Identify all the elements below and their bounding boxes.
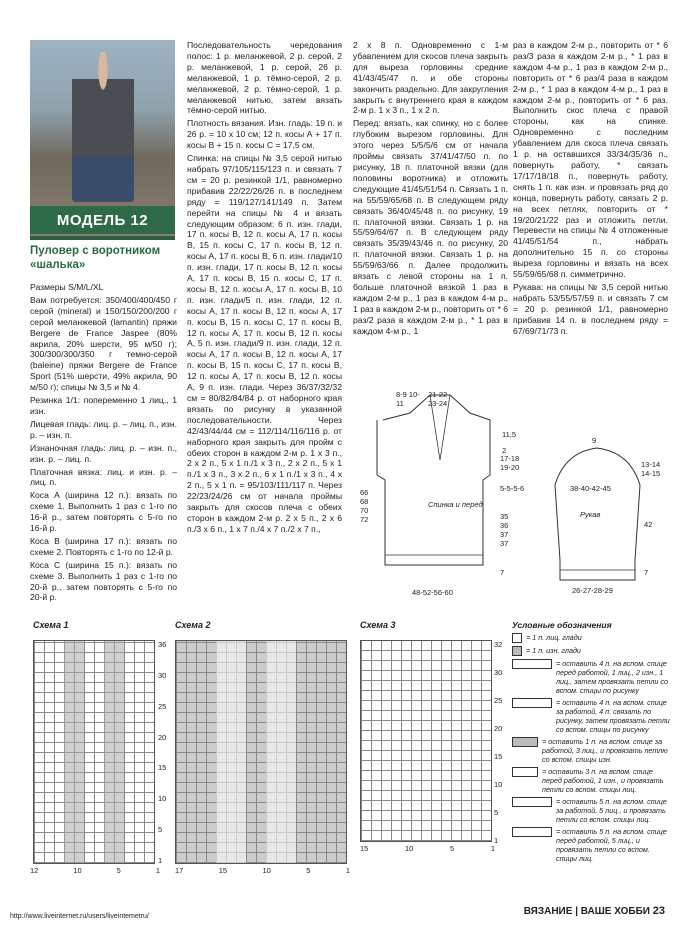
cable-b: Коса В (ширина 17 п.): вязать по схеме 2. Повторять с 1-го по 12-й р. (30, 535, 177, 557)
s1-y-10: 10 (158, 794, 167, 804)
sleeve-dim-top: 9 (592, 436, 597, 445)
schema-3-right-axis (494, 640, 502, 845)
legend-item (512, 827, 672, 863)
schema-1-right-axis (158, 640, 166, 865)
stockinette-stitch: Лицевая гладь: лиц. р. – лиц. п., изн. р. – изн. п. (30, 418, 177, 440)
schema-1-bottom-axis (30, 866, 160, 875)
sleeve-instructions: Рукава: на спицы № 3,5 серой нитью набрать 53/55/57/59 п. и связать 7 см = 20 р. резинкой 1/1, равномерно прибавив 14 п. в последнем ряду = 67/69/71/73 п. (513, 281, 668, 336)
s2-x-15: 15 (218, 866, 228, 875)
legend-item (512, 698, 672, 734)
s3-x-15: 15 (360, 844, 369, 853)
legend-swatch-cable (512, 767, 538, 777)
dim-right-4: 5-5-5-6 (500, 484, 525, 493)
cable-c: Коса С (ширина 15 п.): вязать по схеме 3. Выполнить 1 раз с 1-го по 20-й р., затем повторять с 5-го по 20-й р. (30, 559, 177, 603)
s3-y-15: 15 (494, 752, 503, 761)
model-label: МОДЕЛЬ 12 (30, 206, 175, 234)
dim-right-2: 2 (502, 446, 507, 455)
s2-x-5: 5 (306, 866, 311, 875)
stripe-sequence: Последовательность чередования полос: 1 р. меланжевой, 2 р. серой, 2 р. меланжевой, 1 р. серой, 26 р. меланжевой, 1 р. тёмно-серой, 2 р. меланжевой, 2 р. тёмно-серой, 1 р. меланжевой нитью, затем вязать тёмно-серой нитью. (187, 40, 342, 116)
legend-swatch-knit (512, 633, 522, 643)
rib-stitch: Резинка 1/1: попеременно 1 лиц., 1 изн. (30, 395, 177, 416)
legend-swatch-cable (512, 698, 552, 708)
schema-1-title: Схема 1 (33, 620, 69, 630)
dim-bottom: 48-52-56-60 (412, 588, 453, 597)
legend-swatch-purl (512, 646, 522, 656)
s1-x-5: 5 (116, 866, 121, 875)
s1-y-15: 15 (158, 763, 167, 773)
legend-text: = оставить 4 п. на вспом. спице за работой, 4 п. связать по рисунку, затем провязать петли со вспом. спицы по рисунку (556, 698, 670, 734)
column-1 (30, 282, 177, 605)
sleeve-label: Рукав (580, 510, 601, 519)
schema-2-cable-shade-a (216, 641, 246, 863)
materials: Вам потребуется: 350/400/400/450 г серой (mineral) и 150/150/200/200 г серой меланжевой (lamantin) пряжи Bergere de France Jaspee (80% акрила, 20% шерсти, 95 м/50 г); 300/300/300/350 г темно-серой (baleine) пряжи Bergere de France Sport (51% шерсти, 49% акрила, 90 м/50 г); спицы № 3,5 и № 4. (30, 294, 177, 393)
legend-swatch-cable (512, 659, 552, 669)
legend-swatch-cable (512, 737, 538, 747)
s2-x-17: 17 (175, 866, 184, 875)
schema-2-grid (175, 640, 347, 864)
schema-1-cable-shade-a (64, 641, 84, 863)
front-instructions: Перед: вязать, как спинку, но с более глубоким вырезом горловины. Для этого через 5/5/5/6 см от начала проймы связать 37/41/47/50 п. по рисунку, 18 п. платочной вязки (для половины воротника) и отложить следующие 41/45/51/54 п. Связать 1 п. на 55/59/65/68 п. В следующем ряду связать 36/40/45/48 п. по рисунку, 19 п. платочной вязки. Связать 1 р. на 55/59/64/67 п. В следующем ряду связать 35/39/43/46 п. по рисунку, 20 п. платочной вязки. Связать 1 р. на 55/59/63/66 п. Далее продолжить вязать с левой стороны на 1 п. больше платочной вязкой 1 раз в каждом 2-м р., 1 раз в каждом 4-м р., 1 раз в каждом 2-м р., повторить от * 6 раз/2 раза в каждом 2-м р., * 1 раз в каждом 4-м р., 1 (353, 118, 508, 336)
legend (512, 620, 672, 866)
s1-x-1: 1 (155, 866, 160, 875)
sleeve-dim-bottom: 26-27-28-29 (572, 586, 613, 595)
sleeve-dim-width: 38-40-42-45 (570, 484, 611, 493)
s1-y-1: 1 (158, 855, 163, 865)
legend-text: = 1 п. изн. глади (526, 646, 581, 655)
s3-y-32: 32 (494, 640, 503, 649)
legend-item (512, 737, 672, 764)
legend-swatch-cable (512, 827, 552, 837)
legend-item (512, 767, 672, 794)
legend-text: = оставить 5 п. на вспом. спице перед работой, 5 лиц., и провязать петли со вспом. спицы лиц. (556, 827, 667, 863)
legend-item (512, 659, 672, 695)
legend-swatch-cable (512, 797, 552, 807)
schema-2-bottom-axis (175, 866, 350, 875)
body-label: Спинка и перед (428, 500, 483, 509)
legend-text: = оставить 5 п. на вспом. спице за работой, 5 лиц., и провязать петли со вспом. спицы лиц. (556, 797, 667, 824)
schema-2-cable-shade-b (266, 641, 296, 863)
legend-text: = оставить 4 п. на вспом. спице перед работой, 1 лиц., 2 изн., 1 лиц., затем провязать петли со вспом. спицы по рисунку (556, 659, 668, 695)
schema-1-grid (33, 640, 155, 864)
source-url[interactable]: http://www.liveinternet.ru/users/liveintemetru/ (10, 913, 149, 920)
front-continued: раз в каждом 2-м р., повторить от * 6 раз/3 раза в каждом 2-м р., * 1 раз в каждом 4-м р., 1 раз в каждом 2-м р., повторить от * 6 раз/4 раза в каждом 2-м р., * 1 раз в каждом 4-м р., 1 раз в каждом 2-м р., повторить от * 6 раз. Выполнить скос плеча с правой стороны, как на спинке. Одновременно с последним убавлением для скоса плеча связать 1 р. на оставшихся 33/34/35/36 п., повернуть работу, * связать 17/17/18/18 п., повернуть работу, снять 1 п. как изн. и провязать ряд до конца, повернуть работу, связать 2 р. на всех петлях, повторить от * 19/20/21/22 раз и отложить петли. Перевести на спицы № 4 отложенные 41/45/51/54 п., набрать дополнительно 15 п. со стороны выреза горловины и вязать на всех 55/59/65/68 п. симметрично. (513, 40, 668, 280)
legend-text: = оставить 3 п. на вспом. спице перед работой, 1 изн., и провязать петли со вспом. спицы лиц. (542, 767, 664, 794)
column-2 (187, 40, 342, 537)
model-figure (72, 52, 134, 202)
reverse-stitch: Изнаночная гладь: лиц. р. – изн. п., изн. р. – лиц. п. (30, 442, 177, 464)
page-number: 23 (652, 905, 665, 917)
column-4 (513, 40, 668, 338)
s3-y-5: 5 (494, 808, 499, 817)
garter-stitch: Платочная вязка: лиц. и изн. р. – лиц. п. (30, 466, 177, 488)
sleeve-dim-length: 42 (644, 520, 653, 529)
sizes: Размеры S/M/L/XL (30, 282, 104, 292)
s1-y-25: 25 (158, 701, 167, 711)
sleeve-dim-cuff: 7 (644, 568, 649, 577)
legend-item (512, 646, 672, 656)
s2-x-1: 1 (345, 866, 350, 875)
schema-1-cable-shade-b (104, 641, 124, 863)
magazine-name: ВЯЗАНИЕ | ВАШЕ ХОББИ (523, 906, 650, 917)
legend-text: = оставить 1 п. на вспом. спице за работой, 3 лиц., и провязать петлю со вспом. спицы изн. (542, 737, 668, 764)
legend-item (512, 797, 672, 824)
s2-x-10: 10 (262, 866, 271, 875)
cable-a: Коса А (ширина 12 п.): вязать по схеме 1. Выполнить 1 раз с 1-го по 16-й р., затем повторять с 5-го по 16-й р. (30, 490, 177, 534)
s3-y-1: 1 (494, 836, 499, 845)
dim-left: 66 68 70 72 (360, 488, 369, 524)
page-title: Пуловер с воротником «шалька» (30, 245, 161, 272)
magazine-footer (524, 905, 665, 917)
s1-y-5: 5 (158, 825, 163, 835)
column-3 (353, 40, 508, 338)
legend-title: Условные обозначения (512, 620, 612, 630)
dim-right-1: 11,5 (502, 430, 517, 439)
gauge: Плотность вязания. Изн. гладь: 19 п. и 26 р. = 10 х 10 см; 12 п. косы А + 17 п. косы В + 15 п. косы С = 17,5 см. (187, 118, 342, 151)
s1-y-36: 36 (158, 640, 167, 649)
s3-x-1: 1 (490, 844, 495, 853)
schema-3-grid (360, 640, 492, 842)
back-continued: 2 х 8 п. Одновременно с 1-м убавлением для скосов плеча закрыть для выреза горловины средние 41/43/45/47 п. и обе стороны закончить раздельно. Для закругления закрыть с внутреннего края в каждом 2-м р. 1 х 3 п., 1 х 2 п. (353, 40, 508, 116)
dim-neck: 21-22 23-24 (428, 390, 448, 408)
dim-shoulder: 8-9 10-11 (396, 390, 420, 408)
s1-y-20: 20 (158, 732, 167, 742)
sleeve-dim-cap: 13-14 14-15 (641, 460, 661, 478)
dim-right-3: 17-18 19-20 (500, 454, 520, 472)
schema-3-bottom-axis (360, 844, 495, 853)
legend-text: = 1 п. лиц. глади (526, 633, 582, 642)
back-instructions: Спинка: на спицы № 3,5 серой нитью набрать 97/105/115/123 п. и связать 7 см = 20 р. резинкой 1/1, равномерно прибавив 22/22/26/26 п. в последнем ряду = 119/127/141/149 п. Затем перейти на спицы № 4 и вязать следующим образом: 6 п. изн. глади, 17 п. косы В, 12 п. косы А, 17 п. косы В, 15 п. косы С, 17 п. косы В, 12 п. косы А, 17 п. косы В, 6 п. изн. глади/10 п. изн. глади, 17 п. косы В, 12 п. косы А, 17 п. косы В, 15 п. косы С, 17 п. косы В, 12 п. косы А, 17 п. косы В, 10 п. изн. глади/5 п. изн. глади, 12 п. косы А, 17 п. косы В, 12 п. косы А, 17 п. косы В, 15 п. косы С, 17 п. косы В, 12 п. косы А, 17 п. косы В, 12 п. косы А, 5 п. изн. глади/9 п. изн. глади, 12 п. косы А, 17 п. косы В, 12 п. косы А, 17 п. косы В, 15 п. косы С, 17 п. косы В, 12 п. косы А, 17 п. косы В, 12 п. косы А, 9 п. изн. глади. Через 36/37/32/32 см = 80/82/84/84 р. от наборного края вязать по рисунку в указанной последовательности. Через 42/43/44/44 см = 112/114/116/116 р. от наборного края закрыть для пройм с обеих сторон в каждом 2-м р. 1 х 3 п., 2 х 2 п., 5 х 1 п./1 х 3 п., 2 х 2 п., 5 х 1 п./1 х 3 п., 3 х 2 п., 6 х 1 п./1 х 3 п., 4 х 2 п., 5 х 1 п. = 95/103/111/117 п. Через 22/23/24/26 см от начала проймы закрыть для скосов плеча с обеих сторон в каждом 2-м р. 2 х 5 п., 2 х 6 п./3 х 6 п., 1 х 7 п./4 х 7 п./2 х 7 п., (187, 153, 342, 534)
s3-y-25: 25 (494, 696, 503, 705)
dim-right-5: 35 36 37 37 (500, 512, 509, 548)
s3-x-5: 5 (450, 844, 455, 853)
s3-y-20: 20 (494, 724, 503, 733)
s3-y-30: 30 (494, 668, 503, 677)
s1-x-12: 12 (30, 866, 39, 875)
s3-y-10: 10 (494, 780, 503, 789)
schema-3-title: Схема 3 (360, 620, 396, 630)
s1-y-30: 30 (158, 670, 167, 680)
dim-right-6: 7 (500, 568, 505, 577)
schema-2-title: Схема 2 (175, 620, 211, 630)
s3-x-10: 10 (405, 844, 414, 853)
s1-x-10: 10 (73, 866, 82, 875)
legend-item (512, 633, 672, 643)
